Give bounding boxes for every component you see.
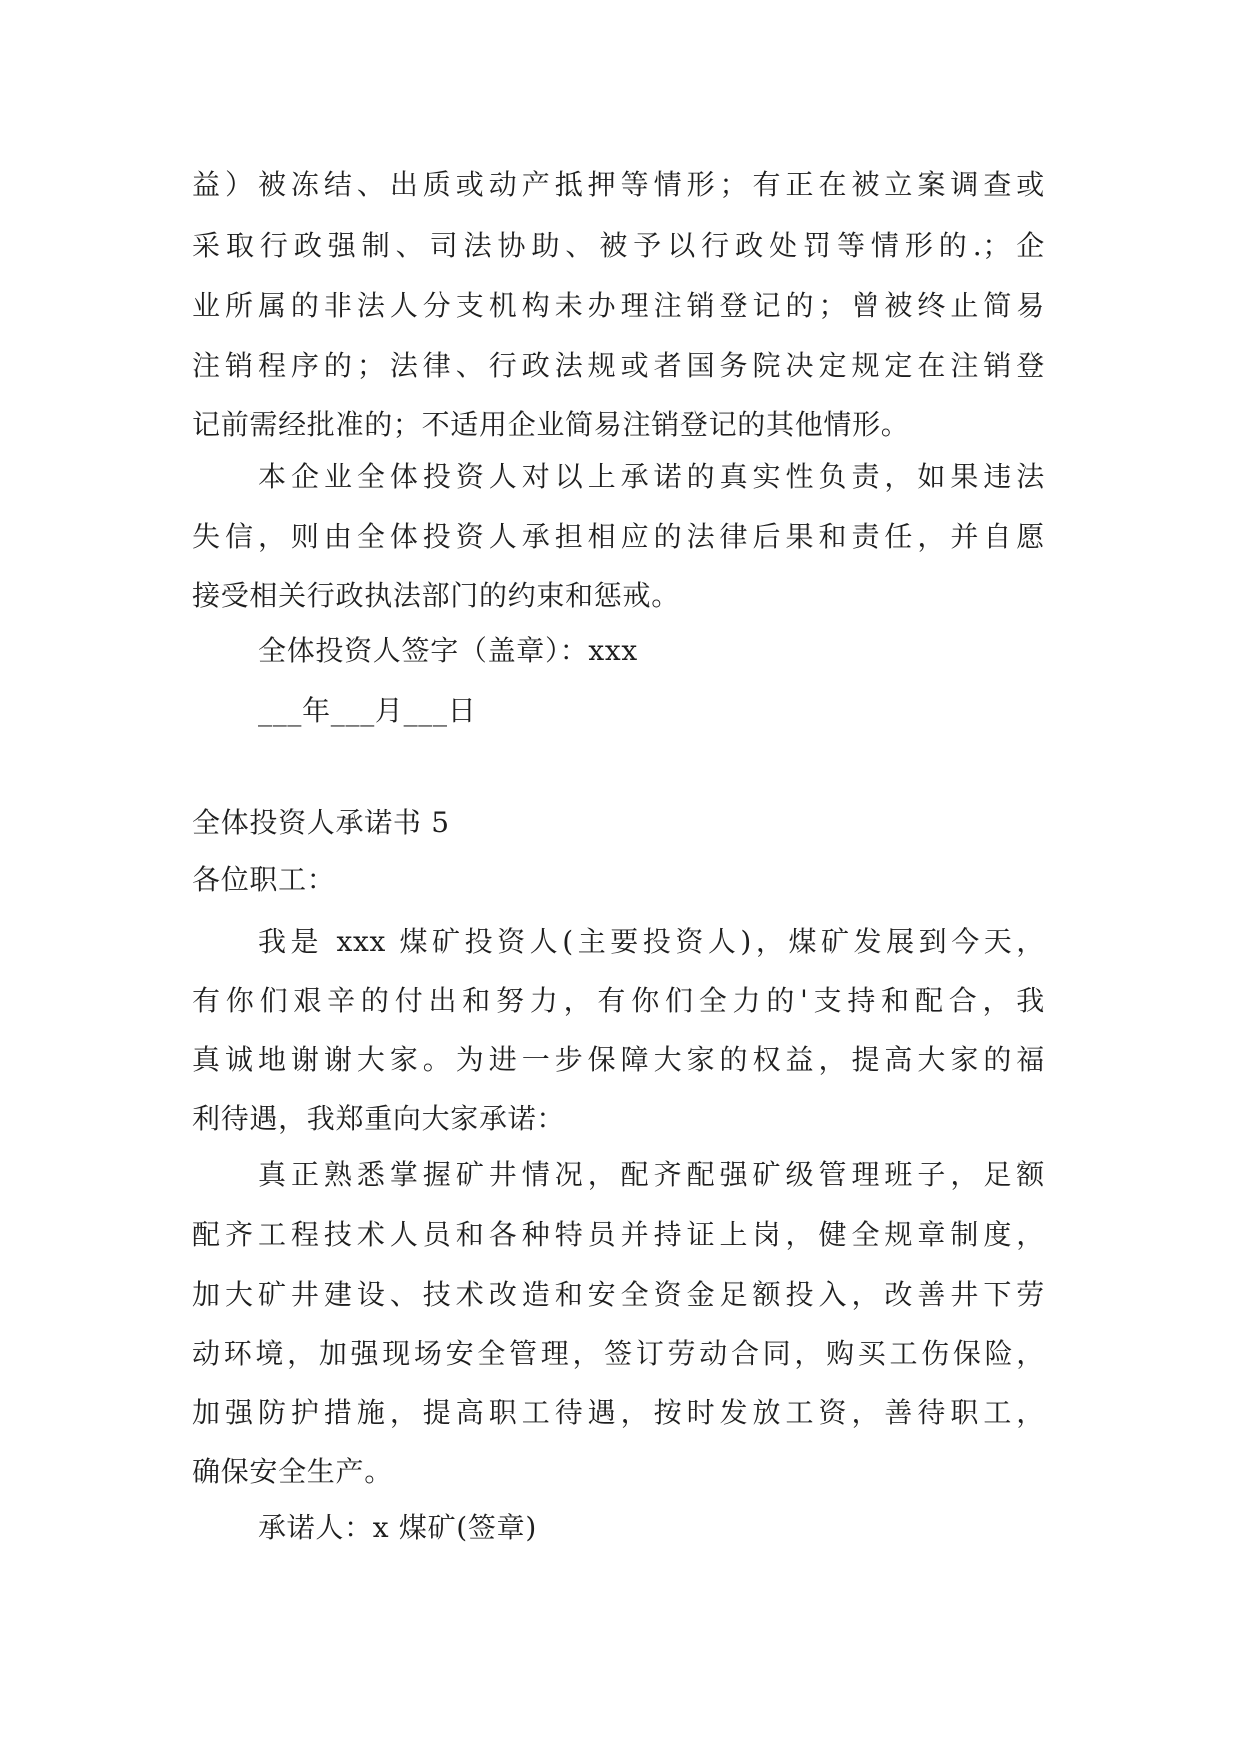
paragraph-line: 动环境，加强现场安全管理，签订劳动合同，购买工伤保险， — [192, 1337, 1045, 1370]
paragraph-line: 业所属的非法人分支机构未办理注销登记的；曾被终止简易 — [192, 289, 1045, 322]
paragraph-line: 失信，则由全体投资人承担相应的法律后果和责任，并自愿 — [192, 520, 1045, 553]
paragraph-line: 注销程序的；法律、行政法规或者国务院决定规定在注销登 — [192, 349, 1045, 382]
section-title: 全体投资人承诺书 5 — [192, 806, 450, 839]
paragraph-line: 加大矿井建设、技术改造和安全资金足额投入，改善井下劳 — [192, 1278, 1045, 1311]
paragraph-line: 加强防护措施，提高职工待遇，按时发放工资，善待职工， — [192, 1396, 1045, 1429]
paragraph-line: 本企业全体投资人对以上承诺的真实性负责，如果违法 — [258, 460, 1045, 493]
date-line: ___年___月___日 — [258, 694, 477, 727]
paragraph-line: 接受相关行政执法部门的约束和惩戒。 — [192, 579, 680, 612]
paragraph-line: 配齐工程技术人员和各种特员并持证上岗，健全规章制度， — [192, 1218, 1045, 1251]
paragraph-line: 我是 xxx 煤矿投资人(主要投资人)，煤矿发展到今天， — [258, 925, 1045, 958]
paragraph-line: 利待遇，我郑重向大家承诺： — [192, 1102, 566, 1135]
paragraph-line: 记前需经批准的；不适用企业简易注销登记的其他情形。 — [192, 408, 910, 441]
paragraph-line: 有你们艰辛的付出和努力，有你们全力的'支持和配合，我 — [192, 984, 1045, 1017]
paragraph-line: 确保安全生产。 — [192, 1455, 393, 1488]
paragraph-line: 采取行政强制、司法协助、被予以行政处罚等情形的.；企 — [192, 229, 1045, 262]
promisor-signature: 承诺人：x 煤矿(签章) — [258, 1511, 537, 1544]
paragraph-line: 真诚地谢谢大家。为进一步保障大家的权益，提高大家的福 — [192, 1043, 1045, 1076]
paragraph-line: 益）被冻结、出质或动产抵押等情形；有正在被立案调查或 — [192, 168, 1045, 201]
investors-signature: 全体投资人签字（盖章）：xxx — [258, 634, 638, 667]
paragraph-line: 真正熟悉掌握矿井情况，配齐配强矿级管理班子，足额 — [258, 1158, 1045, 1191]
salutation: 各位职工： — [192, 863, 336, 896]
